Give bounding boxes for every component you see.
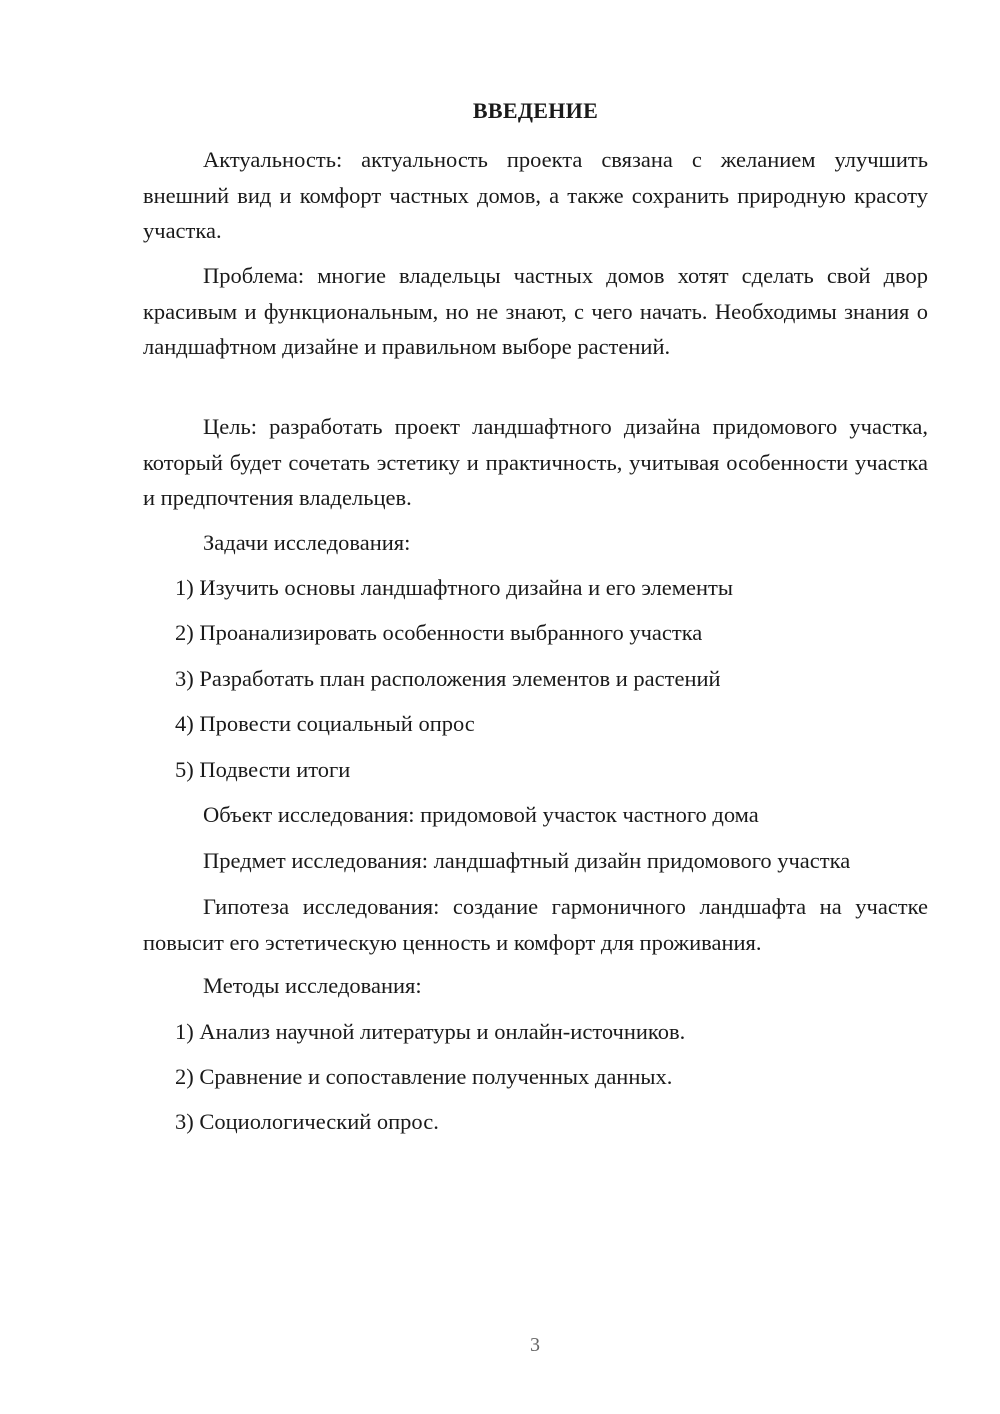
section-heading: ВВЕДЕНИЕ bbox=[472, 98, 599, 123]
methods-title: Методы исследования: bbox=[203, 973, 422, 998]
method-item: 3) Социологический опрос. bbox=[175, 1109, 439, 1134]
goal-paragraph: Цель: разработать проект ландшафтного дизайна придомового участка, который будет сочетать эстетику и практичность, учитывая особенности участка и предпочтения владельцев. bbox=[143, 414, 928, 510]
task-item: 1) Изучить основы ландшафтного дизайна и его элементы bbox=[175, 575, 734, 600]
method-item: 2) Сравнение и сопоставление полученных данных. bbox=[175, 1064, 673, 1089]
task-item: 3) Разработать план расположения элементов и растений bbox=[175, 666, 721, 691]
task-item: 5) Подвести итоги bbox=[175, 757, 351, 782]
hypothesis-paragraph: Гипотеза исследования: создание гармоничного ландшафта на участке повысит его эстетическую ценность и комфорт для проживания. bbox=[143, 894, 928, 955]
subject-line: Предмет исследования: ландшафтный дизайн придомового участка bbox=[203, 848, 851, 873]
object-line: Объект исследования: придомовой участок частного дома bbox=[203, 802, 759, 827]
method-item: 1) Анализ научной литературы и онлайн-источников. bbox=[175, 1019, 686, 1044]
relevance-paragraph: Актуальность: актуальность проекта связана с желанием улучшить внешний вид и комфорт частных домов, а также сохранить природную красоту участка. bbox=[143, 147, 928, 243]
tasks-title: Задачи исследования: bbox=[203, 530, 411, 555]
problem-paragraph: Проблема: многие владельцы частных домов хотят сделать свой двор красивым и функциональным, но не знают, с чего начать. Необходимы знания о ландшафтном дизайне и правильном выборе растений. bbox=[143, 263, 928, 359]
task-item: 4) Провести социальный опрос bbox=[175, 711, 475, 736]
page-number: 3 bbox=[530, 1334, 540, 1356]
task-item: 2) Проанализировать особенности выбранного участка bbox=[175, 620, 703, 645]
